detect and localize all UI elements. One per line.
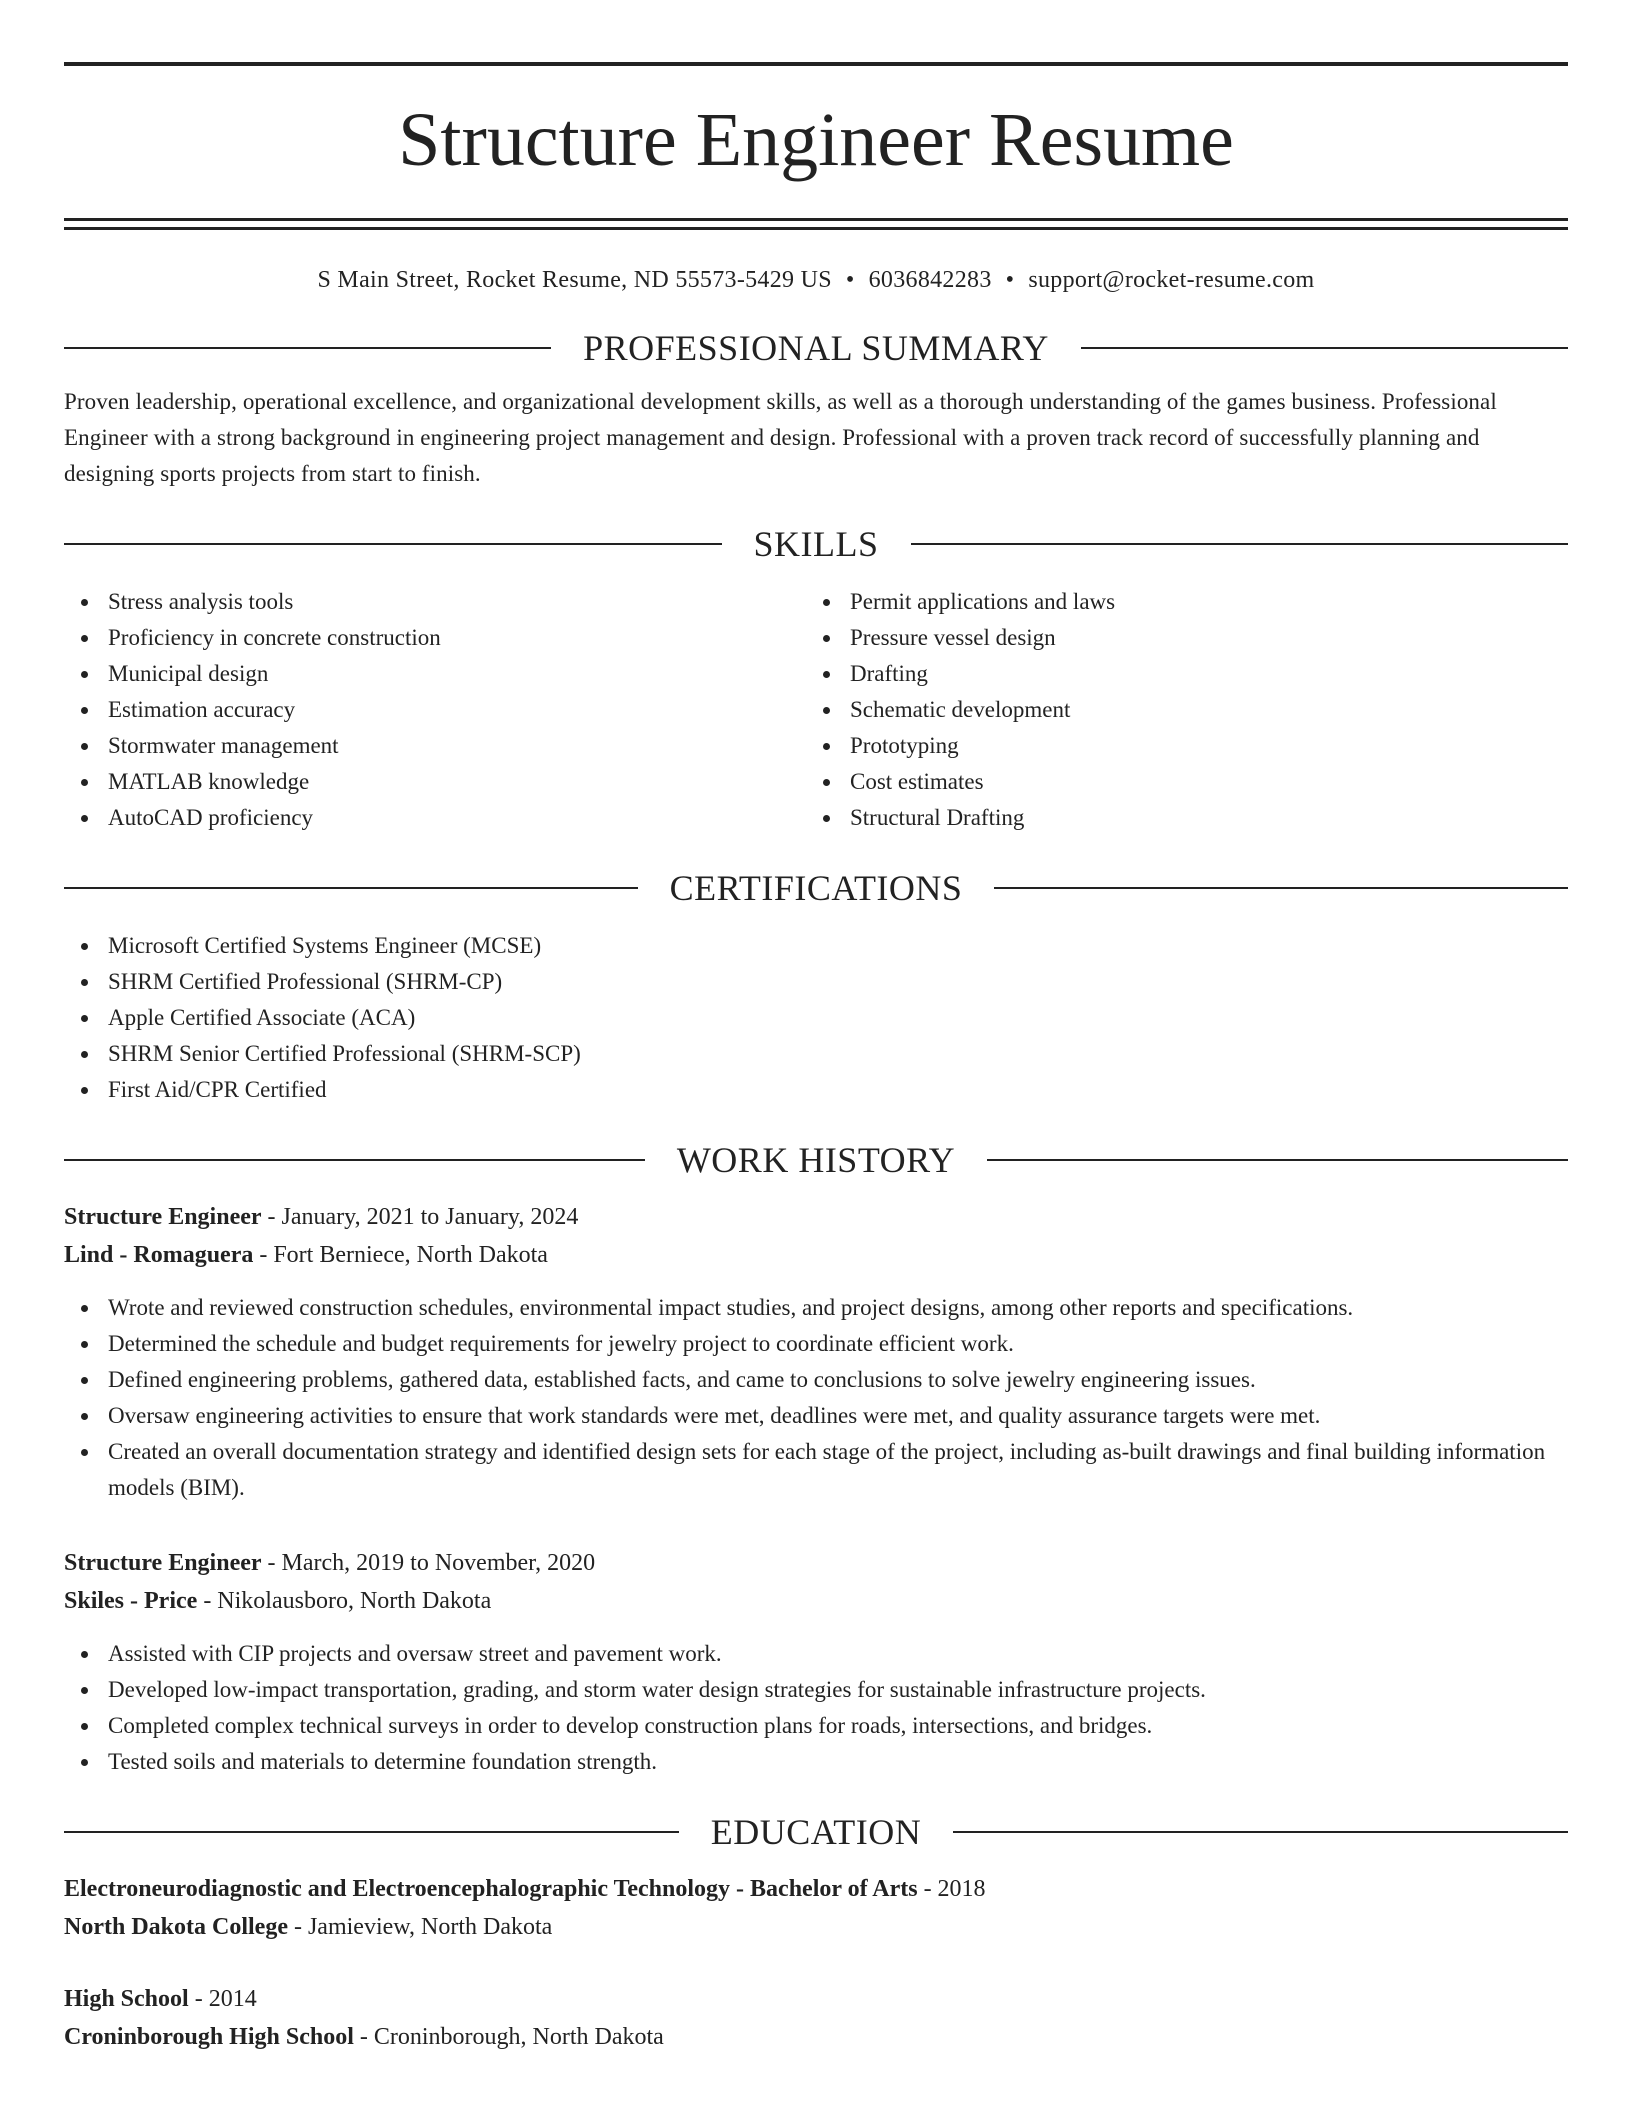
section-title: PROFESSIONAL SUMMARY: [583, 328, 1049, 368]
education-year: - 2018: [917, 1876, 986, 1902]
skill-item: Cost estimates: [806, 764, 1548, 800]
skills-columns: [64, 584, 1568, 836]
job-duty: Developed low-impact transportation, grading, and storm water design strategies for sustainable infrastructure projects.: [64, 1672, 1568, 1708]
contact-separator: •: [845, 267, 855, 293]
job-duty: Oversaw engineering activities to ensure that work standards were met, deadlines were met, and quality assurance targets were met.: [64, 1398, 1568, 1434]
job-duty: Created an overall documentation strategy and identified design sets for each stage of the project, including as-built drawings and final building information models (BIM).: [64, 1434, 1568, 1506]
skill-item: Prototyping: [806, 728, 1548, 764]
section-title: WORK HISTORY: [676, 1140, 956, 1180]
heading-rule: [987, 1159, 1568, 1161]
job-company-line: [64, 1236, 1568, 1274]
heading-rule: [1081, 347, 1568, 349]
job-duty: Tested soils and materials to determine foundation strength.: [64, 1744, 1568, 1780]
education-school-line: [64, 2018, 1568, 2056]
job-location: - Fort Berniece, North Dakota: [253, 1242, 548, 1268]
job-duty: Completed complex technical surveys in order to develop construction plans for roads, intersections, and bridges.: [64, 1708, 1568, 1744]
section-heading-certifications: [64, 866, 1568, 910]
skill-item: Municipal design: [64, 656, 806, 692]
education-entry: [64, 1980, 1568, 2056]
job-duty: Wrote and reviewed construction schedules, environmental impact studies, and project designs, among other reports and specifications.: [64, 1290, 1568, 1326]
education-degree-line: [64, 1870, 1568, 1908]
skills-list-left: [64, 584, 806, 836]
job-company: Lind - Romaguera: [64, 1242, 254, 1268]
section-heading-skills: [64, 522, 1568, 566]
education-degree: Electroneurodiagnostic and Electroencephalographic Technology - Bachelor of Arts: [64, 1876, 918, 1902]
job-duty: Assisted with CIP projects and oversaw street and pavement work.: [64, 1636, 1568, 1672]
skill-item: Schematic development: [806, 692, 1548, 728]
heading-rule: [64, 347, 551, 349]
education-school-line: [64, 1908, 1568, 1946]
job-duties-list: [64, 1290, 1568, 1506]
skill-item: Drafting: [806, 656, 1548, 692]
certifications-list: [64, 928, 1568, 1108]
contact-address: S Main Street, Rocket Resume, ND 55573-5429 US: [317, 267, 832, 293]
certification-item: Microsoft Certified Systems Engineer (MCSE): [64, 928, 1568, 964]
summary-text: Proven leadership, operational excellence, and organizational development skills, as well as a thorough understanding of the games business. Professional Engineer with a strong background in engineering project management and design. Professional with a proven track record of successfully planning and designing sports projects from start to finish.: [64, 389, 1497, 486]
heading-rule: [911, 543, 1569, 545]
section-heading-education: [64, 1810, 1568, 1854]
education-year: - 2014: [188, 1986, 257, 2012]
contact-line: [64, 264, 1568, 296]
heading-rule: [64, 543, 722, 545]
heading-rule: [994, 887, 1568, 889]
job-duty: Determined the schedule and budget requirements for jewelry project to coordinate efficient work.: [64, 1326, 1568, 1362]
skill-item: Stress analysis tools: [64, 584, 806, 620]
job-company-line: [64, 1582, 1568, 1620]
job-dates: - January, 2021 to January, 2024: [261, 1204, 579, 1230]
certification-item: SHRM Certified Professional (SHRM-CP): [64, 964, 1568, 1000]
skill-item: MATLAB knowledge: [64, 764, 806, 800]
heading-rule: [64, 887, 638, 889]
job-duties-list: [64, 1636, 1568, 1780]
job-duty: Defined engineering problems, gathered data, established facts, and came to conclusions to solve jewelry engineering issues.: [64, 1362, 1568, 1398]
education-school: Croninborough High School: [64, 2024, 354, 2050]
job-location: - Nikolausboro, North Dakota: [197, 1588, 492, 1614]
skill-item: Permit applications and laws: [806, 584, 1548, 620]
title-double-rule: [64, 218, 1568, 230]
contact-email: support@rocket-resume.com: [1028, 267, 1315, 293]
top-rule: [64, 62, 1568, 66]
section-title: CERTIFICATIONS: [669, 868, 963, 908]
section-heading-summary: [64, 326, 1568, 370]
skill-item: Pressure vessel design: [806, 620, 1548, 656]
skill-item: Stormwater management: [64, 728, 806, 764]
certification-item: SHRM Senior Certified Professional (SHRM-SCP): [64, 1036, 1568, 1072]
certification-item: Apple Certified Associate (ACA): [64, 1000, 1568, 1036]
education-school: North Dakota College: [64, 1914, 288, 1940]
skill-item: Estimation accuracy: [64, 692, 806, 728]
job-title-line: [64, 1544, 1568, 1582]
heading-rule: [64, 1159, 645, 1161]
heading-rule: [64, 1831, 679, 1833]
job-title: Structure Engineer: [64, 1550, 262, 1576]
skill-item: Proficiency in concrete construction: [64, 620, 806, 656]
education-degree: High School: [64, 1986, 189, 2012]
skills-list-right: [806, 584, 1548, 836]
education-location: - Jamieview, North Dakota: [287, 1914, 553, 1940]
resume-title: Structure Engineer Resume: [398, 98, 1234, 182]
contact-separator: •: [1005, 267, 1015, 293]
job-entry: [64, 1198, 1568, 1506]
certification-item: First Aid/CPR Certified: [64, 1072, 1568, 1108]
education-degree-line: [64, 1980, 1568, 2018]
skill-item: Structural Drafting: [806, 800, 1548, 836]
job-company: Skiles - Price: [64, 1588, 198, 1614]
education-entry: [64, 1870, 1568, 1946]
section-title: SKILLS: [753, 524, 879, 564]
heading-rule: [953, 1831, 1568, 1833]
education-location: - Croninborough, North Dakota: [353, 2024, 664, 2050]
job-title-line: [64, 1198, 1568, 1236]
skill-item: AutoCAD proficiency: [64, 800, 806, 836]
contact-phone: 6036842283: [868, 267, 992, 293]
section-title: EDUCATION: [710, 1812, 922, 1852]
job-dates: - March, 2019 to November, 2020: [261, 1550, 596, 1576]
section-heading-work-history: [64, 1138, 1568, 1182]
job-title: Structure Engineer: [64, 1204, 262, 1230]
job-entry: [64, 1544, 1568, 1780]
